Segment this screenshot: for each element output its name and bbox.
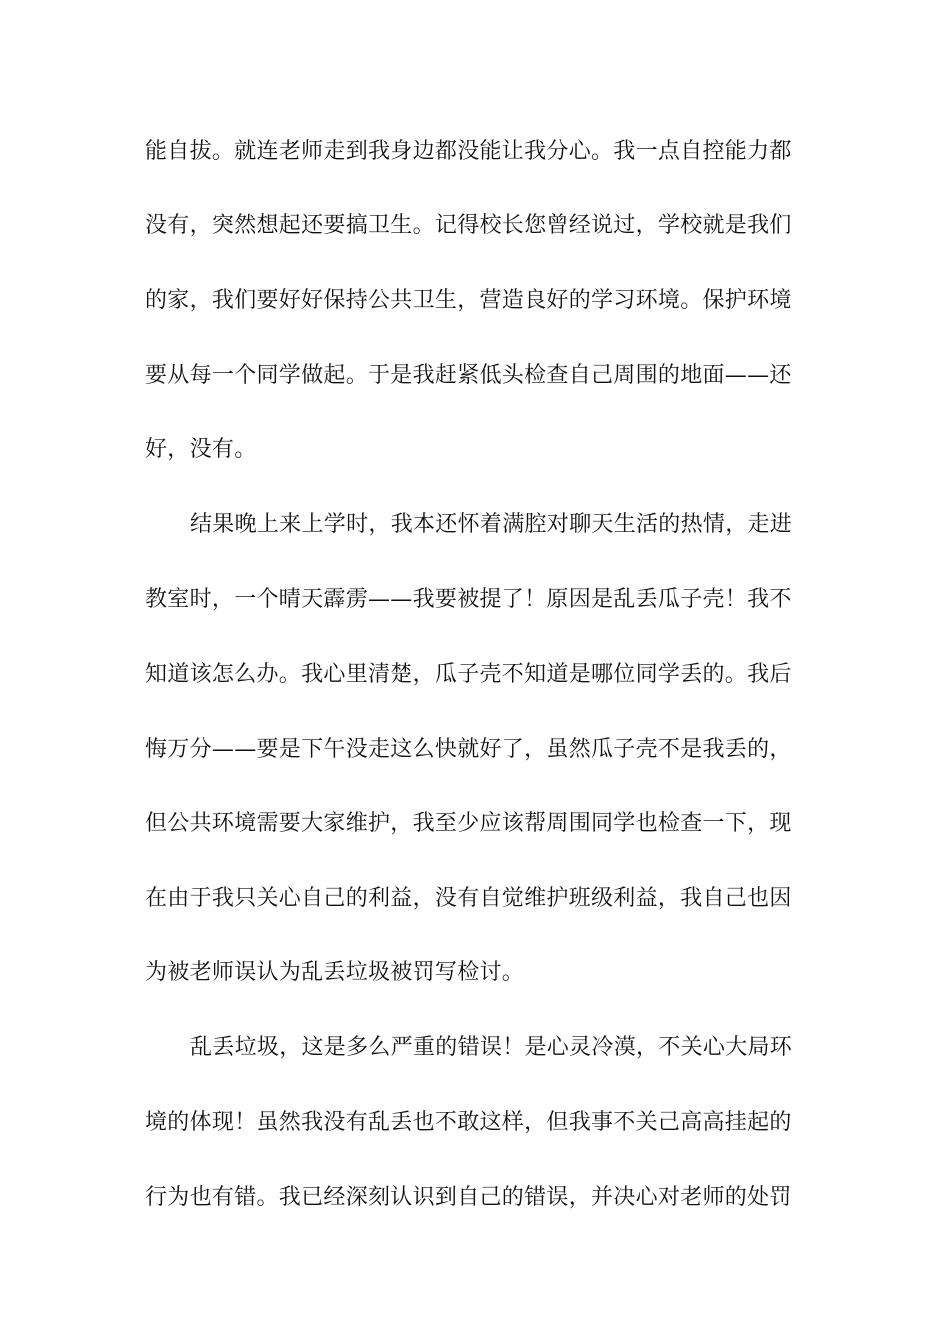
text-line: 教室时，一个晴天霹雳——我要被提了！原因是乱丢瓜子壳！我不 [145, 587, 792, 612]
text-line: 知道该怎么办。我心里清楚，瓜子壳不知道是哪位同学丢的。我后 [145, 662, 792, 687]
text-line: 悔万分——要是下午没走这么快就好了，虽然瓜子壳不是我丢的， [145, 737, 792, 762]
text-line: 的家，我们要好好保持公共卫生，营造良好的学习环境。保护环境 [145, 288, 792, 313]
text-line: 为被老师误认为乱丢垃圾被罚写检讨。 [145, 960, 525, 985]
text-line: 能自拔。就连老师走到我身边都没能让我分心。我一点自控能力都 [145, 139, 792, 164]
text-line: 行为也有错。我已经深刻认识到自己的错误，并决心对老师的处罚 [145, 1185, 792, 1210]
text-line: 要从每一个同学做起。于是我赶紧低头检查自己周围的地面——还 [145, 363, 792, 388]
text-line: 但公共环境需要大家维护，我至少应该帮周围同学也检查一下，现 [145, 811, 792, 836]
text-line: 在由于我只关心自己的利益，没有自觉维护班级利益，我自己也因 [145, 886, 792, 911]
text-line: 没有，突然想起还要搞卫生。记得校长您曾经说过，学校就是我们 [145, 213, 792, 238]
text-line: 境的体现！虽然我没有乱丢也不敢这样，但我事不关己高高挂起的 [145, 1110, 792, 1135]
text-line: 好，没有。 [145, 437, 257, 462]
paragraph-first-line: 结果晚上来上学时，我本还怀着满腔对聊天生活的热情，走进 [190, 512, 793, 537]
paragraph-first-line: 乱丢垃圾，这是多么严重的错误！是心灵冷漠，不关心大局环 [190, 1035, 793, 1060]
